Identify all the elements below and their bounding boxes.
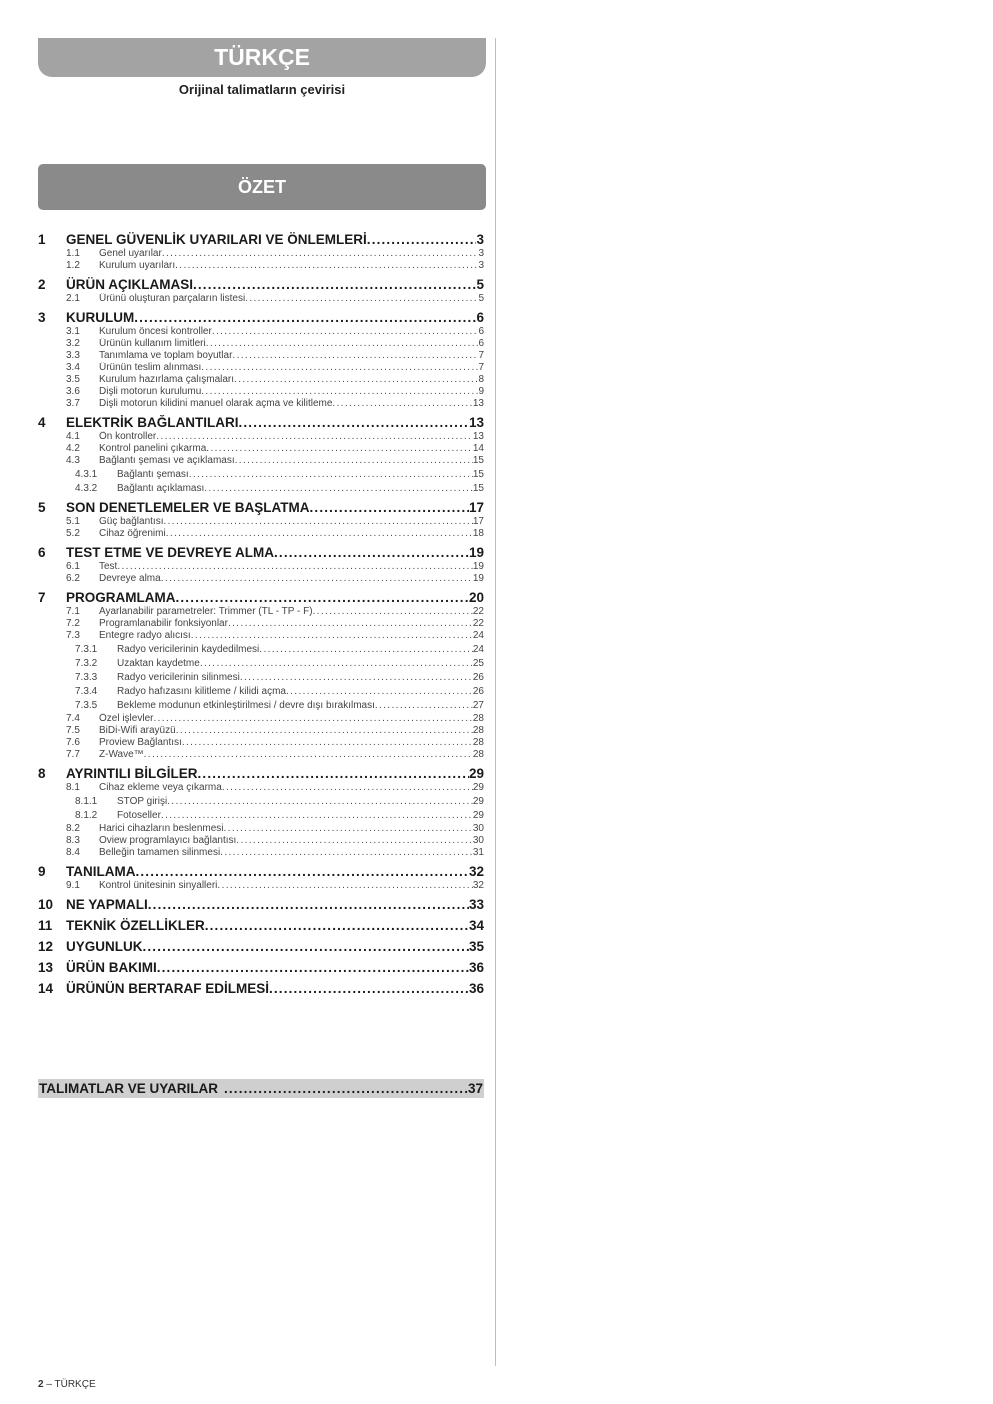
toc-entry-number: 8.4 bbox=[66, 847, 80, 858]
toc-entry-title: Kontrol ünitesinin sinyalleri bbox=[99, 880, 218, 891]
toc-entry-page: 26 bbox=[472, 672, 484, 683]
toc-entry-page: 9 bbox=[478, 386, 484, 397]
toc-entry-title: Cihaz ekleme veya çıkarma bbox=[99, 782, 222, 793]
toc-leader-dots bbox=[228, 618, 473, 630]
toc-entry-title: PROGRAMLAMA bbox=[66, 590, 176, 605]
toc-entry-3-2[interactable] bbox=[38, 338, 484, 350]
toc-entry-number: 4.3 bbox=[66, 455, 80, 466]
toc-entry-number: 7.3.5 bbox=[75, 700, 98, 711]
toc-entry-number: 13 bbox=[38, 960, 54, 975]
page-footer bbox=[38, 1379, 96, 1390]
toc-entry-4-2[interactable] bbox=[38, 443, 484, 455]
toc-entry-page: 6 bbox=[478, 338, 484, 349]
toc-leader-dots bbox=[240, 672, 473, 684]
toc-entry-page: 26 bbox=[472, 686, 484, 697]
toc-leader-dots bbox=[222, 782, 473, 794]
page-number: 2 bbox=[38, 1379, 44, 1390]
toc-entry-title: AYRINTILI BİLGİLER bbox=[66, 766, 198, 781]
toc-entry-page: 3 bbox=[476, 232, 484, 247]
toc-entry-9[interactable] bbox=[38, 864, 484, 880]
toc-leader-dots bbox=[201, 386, 478, 398]
toc-leader-dots bbox=[286, 686, 473, 698]
toc-entry-number: 7.3.1 bbox=[75, 644, 98, 655]
toc-entry-title: Fotoseller bbox=[117, 810, 161, 821]
toc-entry-number: 7.3.3 bbox=[75, 672, 98, 683]
toc-entry-number: 7.2 bbox=[66, 618, 80, 629]
toc-entry-number: 3.3 bbox=[66, 350, 80, 361]
toc-entry-page: .37 bbox=[464, 1081, 483, 1096]
toc-entry-number: 8.1.1 bbox=[75, 796, 98, 807]
toc-leader-dots bbox=[175, 260, 478, 272]
toc-entry-title: Ayarlanabilir parametreler: Trimmer (TL - TP - F) bbox=[99, 606, 313, 617]
toc-entry-title: Belleğin tamamen silinmesi bbox=[99, 847, 221, 858]
toc-entry-number: 4.2 bbox=[66, 443, 80, 454]
toc-entry-8[interactable] bbox=[38, 766, 484, 782]
toc-entry-title: Entegre radyo alıcısı bbox=[99, 630, 191, 641]
toc-entry-number: 3.5 bbox=[66, 374, 80, 385]
toc-entry-number: 5 bbox=[38, 500, 46, 515]
toc-leader-dots bbox=[212, 326, 479, 338]
toc-entry-5[interactable] bbox=[38, 500, 484, 516]
toc-entry-page: 13 bbox=[472, 398, 484, 409]
toc-entry-title: ELEKTRİK BAĞLANTILARI bbox=[66, 415, 239, 430]
toc-entry-title: Radyo vericilerinin kaydedilmesi bbox=[117, 644, 260, 655]
toc-entry-number: 6 bbox=[38, 545, 46, 560]
toc-entry-number: 9 bbox=[38, 864, 46, 879]
toc-entry-7-3-3[interactable] bbox=[38, 672, 484, 684]
table-of-contents bbox=[38, 232, 484, 997]
toc-entry-number: 3.7 bbox=[66, 398, 80, 409]
language-banner bbox=[38, 38, 486, 77]
toc-leader-dots bbox=[200, 658, 473, 670]
toc-entry-instructions[interactable] bbox=[38, 1079, 484, 1098]
toc-entry-page: 32 bbox=[472, 880, 484, 891]
toc-entry-page: 28 bbox=[472, 713, 484, 724]
toc-entry-number: 4.3.1 bbox=[75, 469, 98, 480]
toc-entry-title: KURULUM bbox=[66, 310, 135, 325]
toc-entry-6-1[interactable] bbox=[38, 561, 484, 573]
toc-entry-page: 28 bbox=[472, 725, 484, 736]
toc-leader-dots bbox=[143, 939, 469, 955]
toc-leader-dots bbox=[234, 374, 478, 386]
toc-leader-dots bbox=[204, 483, 473, 495]
toc-leader-dots bbox=[156, 431, 473, 443]
toc-entry-3-3[interactable] bbox=[38, 350, 484, 362]
toc-entry-title: Radyo hafızasını kilitleme / kilidi açma bbox=[117, 686, 286, 697]
toc-entry-title: Proview Bağlantısı bbox=[99, 737, 182, 748]
toc-leader-dots bbox=[313, 606, 473, 618]
toc-entry-4-3-2[interactable] bbox=[38, 483, 484, 495]
toc-entry-title: Genel uyarılar bbox=[99, 248, 162, 259]
toc-entry-6[interactable] bbox=[38, 545, 484, 561]
toc-leader-dots bbox=[259, 644, 473, 656]
toc-leader-dots bbox=[206, 338, 479, 350]
toc-entry-14[interactable] bbox=[38, 981, 484, 997]
toc-entry-7-6[interactable] bbox=[38, 737, 484, 749]
toc-entry-title: Devreye alma bbox=[99, 573, 161, 584]
toc-leader-dots bbox=[162, 248, 479, 260]
toc-leader-dots bbox=[144, 749, 473, 761]
toc-entry-7-2[interactable] bbox=[38, 618, 484, 630]
toc-entry-8-1-1[interactable] bbox=[38, 796, 484, 808]
toc-entry-page: 7 bbox=[478, 350, 484, 361]
toc-entry-title: Ön kontroller bbox=[99, 431, 157, 442]
toc-entry-title: NE YAPMALI bbox=[66, 897, 148, 912]
toc-leader-dots bbox=[148, 897, 469, 913]
toc-entry-page: 29 bbox=[472, 810, 484, 821]
toc-leader-dots bbox=[367, 232, 477, 248]
toc-entry-page: 18 bbox=[472, 528, 484, 539]
toc-entry-title: Z-Wave™ bbox=[99, 749, 144, 760]
toc-entry-number: 7.3.4 bbox=[75, 686, 98, 697]
toc-entry-title: ÜRÜN BAKIMI bbox=[66, 960, 157, 975]
toc-leader-dots bbox=[269, 981, 469, 997]
column-divider bbox=[495, 38, 496, 1366]
toc-entry-number: 7 bbox=[38, 590, 46, 605]
toc-entry-7-1[interactable] bbox=[38, 606, 484, 618]
toc-leader-dots bbox=[182, 737, 473, 749]
toc-entry-number: 1 bbox=[38, 232, 46, 247]
toc-leader-dots bbox=[332, 398, 472, 410]
toc-entry-number: 3.1 bbox=[66, 326, 80, 337]
toc-entry-number: 2 bbox=[38, 277, 46, 292]
toc-entry-3-1[interactable] bbox=[38, 326, 484, 338]
toc-leader-dots bbox=[206, 443, 473, 455]
toc-entry-title: Bağlantı şeması bbox=[117, 469, 189, 480]
toc-entry-4-3[interactable] bbox=[38, 455, 484, 467]
toc-entry-number: 3 bbox=[38, 310, 46, 325]
summary-banner bbox=[38, 164, 486, 210]
toc-entry-6-2[interactable] bbox=[38, 573, 484, 585]
toc-entry-page: 32 bbox=[468, 864, 484, 879]
toc-entry-title: Kurulum hazırlama çalışmaları bbox=[99, 374, 235, 385]
toc-entry-number: 1.2 bbox=[66, 260, 80, 271]
toc-entry-number: 11 bbox=[38, 918, 53, 933]
toc-leader-dots bbox=[245, 293, 478, 305]
toc-entry-number: 7.1 bbox=[66, 606, 80, 617]
toc-leader-dots bbox=[134, 310, 476, 326]
toc-leader-dots bbox=[201, 362, 478, 374]
toc-entry-title: Ürünün teslim alınması bbox=[99, 362, 202, 373]
toc-leader-dots bbox=[236, 835, 473, 847]
toc-entry-page: 27 bbox=[472, 700, 484, 711]
toc-entry-number: 5.1 bbox=[66, 516, 80, 527]
toc-entry-page: 36 bbox=[468, 981, 484, 996]
toc-leader-dots bbox=[153, 713, 472, 725]
toc-leader-dots bbox=[220, 847, 473, 859]
toc-entry-page: 20 bbox=[468, 590, 484, 605]
toc-entry-number: 3.6 bbox=[66, 386, 80, 397]
toc-entry-number: 12 bbox=[38, 939, 54, 954]
toc-entry-title: Özel işlevler bbox=[99, 713, 154, 724]
toc-entry-3-4[interactable] bbox=[38, 362, 484, 374]
toc-leader-dots bbox=[235, 455, 473, 467]
toc-entry-title: TEKNİK ÖZELLİKLER bbox=[66, 918, 205, 933]
toc-entry-page: 15 bbox=[472, 483, 484, 494]
toc-entry-number: 6.1 bbox=[66, 561, 80, 572]
toc-leader-dots bbox=[224, 823, 473, 835]
toc-entry-number: 3.2 bbox=[66, 338, 80, 349]
toc-entry-3-5[interactable] bbox=[38, 374, 484, 386]
toc-entry-9-1[interactable] bbox=[38, 880, 484, 892]
toc-entry-number: 7.4 bbox=[66, 713, 80, 724]
toc-leader-dots bbox=[157, 960, 469, 976]
toc-entry-page: 29 bbox=[472, 796, 484, 807]
toc-entry-page: 6 bbox=[478, 326, 484, 337]
toc-entry-page: 17 bbox=[472, 516, 484, 527]
toc-entry-number: 8.1 bbox=[66, 782, 80, 793]
toc-entry-title: Bekleme modunun etkinleştirilmesi / devre dışı bırakılması bbox=[117, 700, 375, 711]
toc-entry-title: Kontrol panelini çıkarma bbox=[99, 443, 207, 454]
toc-entry-title: BiDi-Wifi arayüzü bbox=[99, 725, 176, 736]
toc-entry-page: 36 bbox=[468, 960, 484, 975]
toc-entry-title: GENEL GÜVENLİK UYARILARI VE ÖNLEMLERİ bbox=[66, 232, 367, 247]
toc-entry-3-6[interactable] bbox=[38, 386, 484, 398]
toc-leader-dots bbox=[205, 918, 469, 934]
subtitle: Orijinal talimatların çevirisi bbox=[178, 82, 346, 97]
language-title: TÜRKÇE bbox=[214, 44, 310, 70]
toc-leader-dots bbox=[167, 796, 473, 808]
toc-entry-title: Bağlantı açıklaması bbox=[117, 483, 205, 494]
toc-entry-title: Uzaktan kaydetme bbox=[117, 658, 200, 669]
toc-entry-title: STOP girişi bbox=[117, 796, 168, 807]
toc-leader-dots bbox=[193, 277, 476, 293]
toc-entry-7-3-4[interactable] bbox=[38, 686, 484, 698]
toc-entry-10[interactable] bbox=[38, 897, 484, 913]
toc-entry-5-2[interactable] bbox=[38, 528, 484, 540]
toc-entry-number: 4.3.2 bbox=[75, 483, 98, 494]
toc-entry-number: 10 bbox=[38, 897, 54, 912]
toc-entry-page: 28 bbox=[472, 737, 484, 748]
toc-entry-title: TANILAMA bbox=[66, 864, 136, 879]
toc-entry-number: 4.1 bbox=[66, 431, 80, 442]
toc-entry-8-3[interactable] bbox=[38, 835, 484, 847]
toc-leader-dots bbox=[274, 545, 469, 561]
toc-entry-page: 15 bbox=[472, 469, 484, 480]
toc-entry-1-2[interactable] bbox=[38, 260, 484, 272]
toc-entry-page: 34 bbox=[468, 918, 484, 933]
toc-leader-dots bbox=[218, 1081, 464, 1096]
summary-title: ÖZET bbox=[238, 176, 286, 197]
toc-entry-number: 7.6 bbox=[66, 737, 80, 748]
toc-entry-3[interactable] bbox=[38, 310, 484, 326]
toc-entry-8-1[interactable] bbox=[38, 782, 484, 794]
toc-entry-page: 5 bbox=[478, 293, 484, 304]
toc-entry-title: Dişli motorun kurulumu bbox=[99, 386, 202, 397]
toc-leader-dots bbox=[117, 561, 473, 573]
toc-entry-7-3[interactable] bbox=[38, 630, 484, 642]
toc-entry-number: 4 bbox=[38, 415, 46, 430]
footer-language: TÜRKÇE bbox=[54, 1379, 96, 1390]
toc-leader-dots bbox=[232, 350, 478, 362]
toc-entry-page: 19 bbox=[468, 545, 484, 560]
toc-entry-title: Cihaz öğrenimi bbox=[99, 528, 166, 539]
toc-entry-title: Tanımlama ve toplam boyutlar bbox=[99, 350, 233, 361]
toc-entry-number: 7.7 bbox=[66, 749, 80, 760]
toc-entry-3-7[interactable] bbox=[38, 398, 484, 410]
toc-entry-number: 2.1 bbox=[66, 293, 80, 304]
toc-entry-page: 31 bbox=[472, 847, 484, 858]
toc-entry-page: 28 bbox=[472, 749, 484, 760]
toc-entry-1[interactable] bbox=[38, 232, 484, 248]
toc-entry-page: 29 bbox=[468, 766, 484, 781]
toc-entry-11[interactable] bbox=[38, 918, 484, 934]
toc-leader-dots bbox=[189, 469, 473, 481]
toc-entry-page: 19 bbox=[472, 561, 484, 572]
toc-entry-page: 17 bbox=[468, 500, 484, 515]
toc-entry-page: 13 bbox=[472, 431, 484, 442]
toc-entry-number: 8 bbox=[38, 766, 46, 781]
toc-leader-dots bbox=[161, 810, 473, 822]
toc-entry-title: Kurulum uyarıları bbox=[99, 260, 176, 271]
toc-entry-page: 6 bbox=[476, 310, 484, 325]
toc-entry-title: Dişli motorun kilidini manuel olarak açma ve kilitleme bbox=[99, 398, 333, 409]
toc-entry-5-1[interactable] bbox=[38, 516, 484, 528]
toc-entry-2-1[interactable] bbox=[38, 293, 484, 305]
toc-entry-number: 3.4 bbox=[66, 362, 80, 373]
toc-leader-dots bbox=[163, 516, 472, 528]
toc-entry-7-4[interactable] bbox=[38, 713, 484, 725]
toc-entry-1-1[interactable] bbox=[38, 248, 484, 260]
toc-entry-4-1[interactable] bbox=[38, 431, 484, 443]
toc-entry-7-3-1[interactable] bbox=[38, 644, 484, 656]
toc-leader-dots bbox=[191, 630, 473, 642]
toc-entry-number: 7.3 bbox=[66, 630, 80, 641]
toc-entry-7-3-2[interactable] bbox=[38, 658, 484, 670]
toc-entry-title: TALIMATLAR VE UYARILAR bbox=[39, 1081, 218, 1096]
toc-entry-page: 29 bbox=[472, 782, 484, 793]
toc-leader-dots bbox=[161, 573, 473, 585]
toc-entry-number: 1.1 bbox=[66, 248, 80, 259]
toc-entry-8-1-2[interactable] bbox=[38, 810, 484, 822]
toc-entry-page: 24 bbox=[472, 630, 484, 641]
toc-entry-title: TEST ETME VE DEVREYE ALMA bbox=[66, 545, 275, 560]
toc-entry-page: 15 bbox=[472, 455, 484, 466]
toc-entry-7-3-5[interactable] bbox=[38, 700, 484, 712]
toc-entry-7[interactable] bbox=[38, 590, 484, 606]
toc-entry-title: Test bbox=[99, 561, 118, 572]
toc-entry-page: 8 bbox=[478, 374, 484, 385]
toc-entry-page: 25 bbox=[472, 658, 484, 669]
toc-entry-4[interactable] bbox=[38, 415, 484, 431]
toc-entry-8-2[interactable] bbox=[38, 823, 484, 835]
toc-entry-title: Ürünü oluşturan parçaların listesi bbox=[99, 293, 246, 304]
toc-entry-page: 22 bbox=[472, 618, 484, 629]
toc-entry-page: 30 bbox=[472, 823, 484, 834]
toc-entry-7-5[interactable] bbox=[38, 725, 484, 737]
toc-leader-dots bbox=[198, 766, 469, 782]
toc-entry-title: Radyo vericilerinin silinmesi bbox=[117, 672, 240, 683]
footer-separator: – bbox=[43, 1379, 55, 1390]
toc-entry-title: ÜRÜNÜN BERTARAF EDİLMESİ bbox=[66, 981, 269, 996]
toc-entry-2[interactable] bbox=[38, 277, 484, 293]
toc-entry-13[interactable] bbox=[38, 960, 484, 976]
toc-entry-title: Oview programlayıcı bağlantısı bbox=[99, 835, 237, 846]
toc-leader-dots bbox=[375, 700, 473, 712]
toc-entry-page: 19 bbox=[472, 573, 484, 584]
toc-entry-number: 9.1 bbox=[66, 880, 80, 891]
toc-entry-page: 30 bbox=[472, 835, 484, 846]
toc-entry-title: Programlanabilir fonksiyonlar bbox=[99, 618, 228, 629]
toc-entry-number: 7.3.2 bbox=[75, 658, 98, 669]
toc-entry-page: 33 bbox=[468, 897, 484, 912]
toc-entry-page: 14 bbox=[472, 443, 484, 454]
toc-entry-number: 8.1.2 bbox=[75, 810, 98, 821]
toc-entry-number: 8.3 bbox=[66, 835, 80, 846]
toc-entry-page: 35 bbox=[468, 939, 484, 954]
toc-entry-title: SON DENETLEMELER VE BAŞLATMA bbox=[66, 500, 310, 515]
toc-entry-page: 22 bbox=[472, 606, 484, 617]
toc-entry-title: UYGUNLUK bbox=[66, 939, 143, 954]
toc-entry-page: 7 bbox=[478, 362, 484, 373]
toc-entry-number: 6.2 bbox=[66, 573, 80, 584]
toc-entry-8-4[interactable] bbox=[38, 847, 484, 859]
toc-entry-page: 3 bbox=[478, 248, 484, 259]
toc-entry-number: 8.2 bbox=[66, 823, 80, 834]
toc-entry-title: Harici cihazların beslenmesi bbox=[99, 823, 224, 834]
toc-leader-dots bbox=[239, 415, 469, 431]
toc-leader-dots bbox=[176, 590, 469, 606]
toc-entry-number: 7.5 bbox=[66, 725, 80, 736]
toc-entry-page: 5 bbox=[476, 277, 484, 292]
toc-leader-dots bbox=[176, 725, 473, 737]
toc-entry-title: Kurulum öncesi kontroller bbox=[99, 326, 212, 337]
toc-entry-12[interactable] bbox=[38, 939, 484, 955]
toc-leader-dots bbox=[135, 864, 468, 880]
toc-leader-dots bbox=[310, 500, 469, 516]
toc-entry-page: 13 bbox=[468, 415, 484, 430]
toc-entry-number: 5.2 bbox=[66, 528, 80, 539]
toc-entry-title: Bağlantı şeması ve açıklaması bbox=[99, 455, 235, 466]
toc-entry-7-7[interactable] bbox=[38, 749, 484, 761]
toc-entry-page: 3 bbox=[478, 260, 484, 271]
toc-entry-4-3-1[interactable] bbox=[38, 469, 484, 481]
toc-entry-page: 24 bbox=[472, 644, 484, 655]
toc-entry-title: Ürünün kullanım limitleri bbox=[99, 338, 206, 349]
toc-leader-dots bbox=[217, 880, 472, 892]
toc-entry-title: ÜRÜN AÇIKLAMASI bbox=[66, 277, 193, 292]
toc-entry-title: Güç bağlantısı bbox=[99, 516, 164, 527]
toc-entry-number: 14 bbox=[38, 981, 54, 996]
toc-leader-dots bbox=[166, 528, 473, 540]
